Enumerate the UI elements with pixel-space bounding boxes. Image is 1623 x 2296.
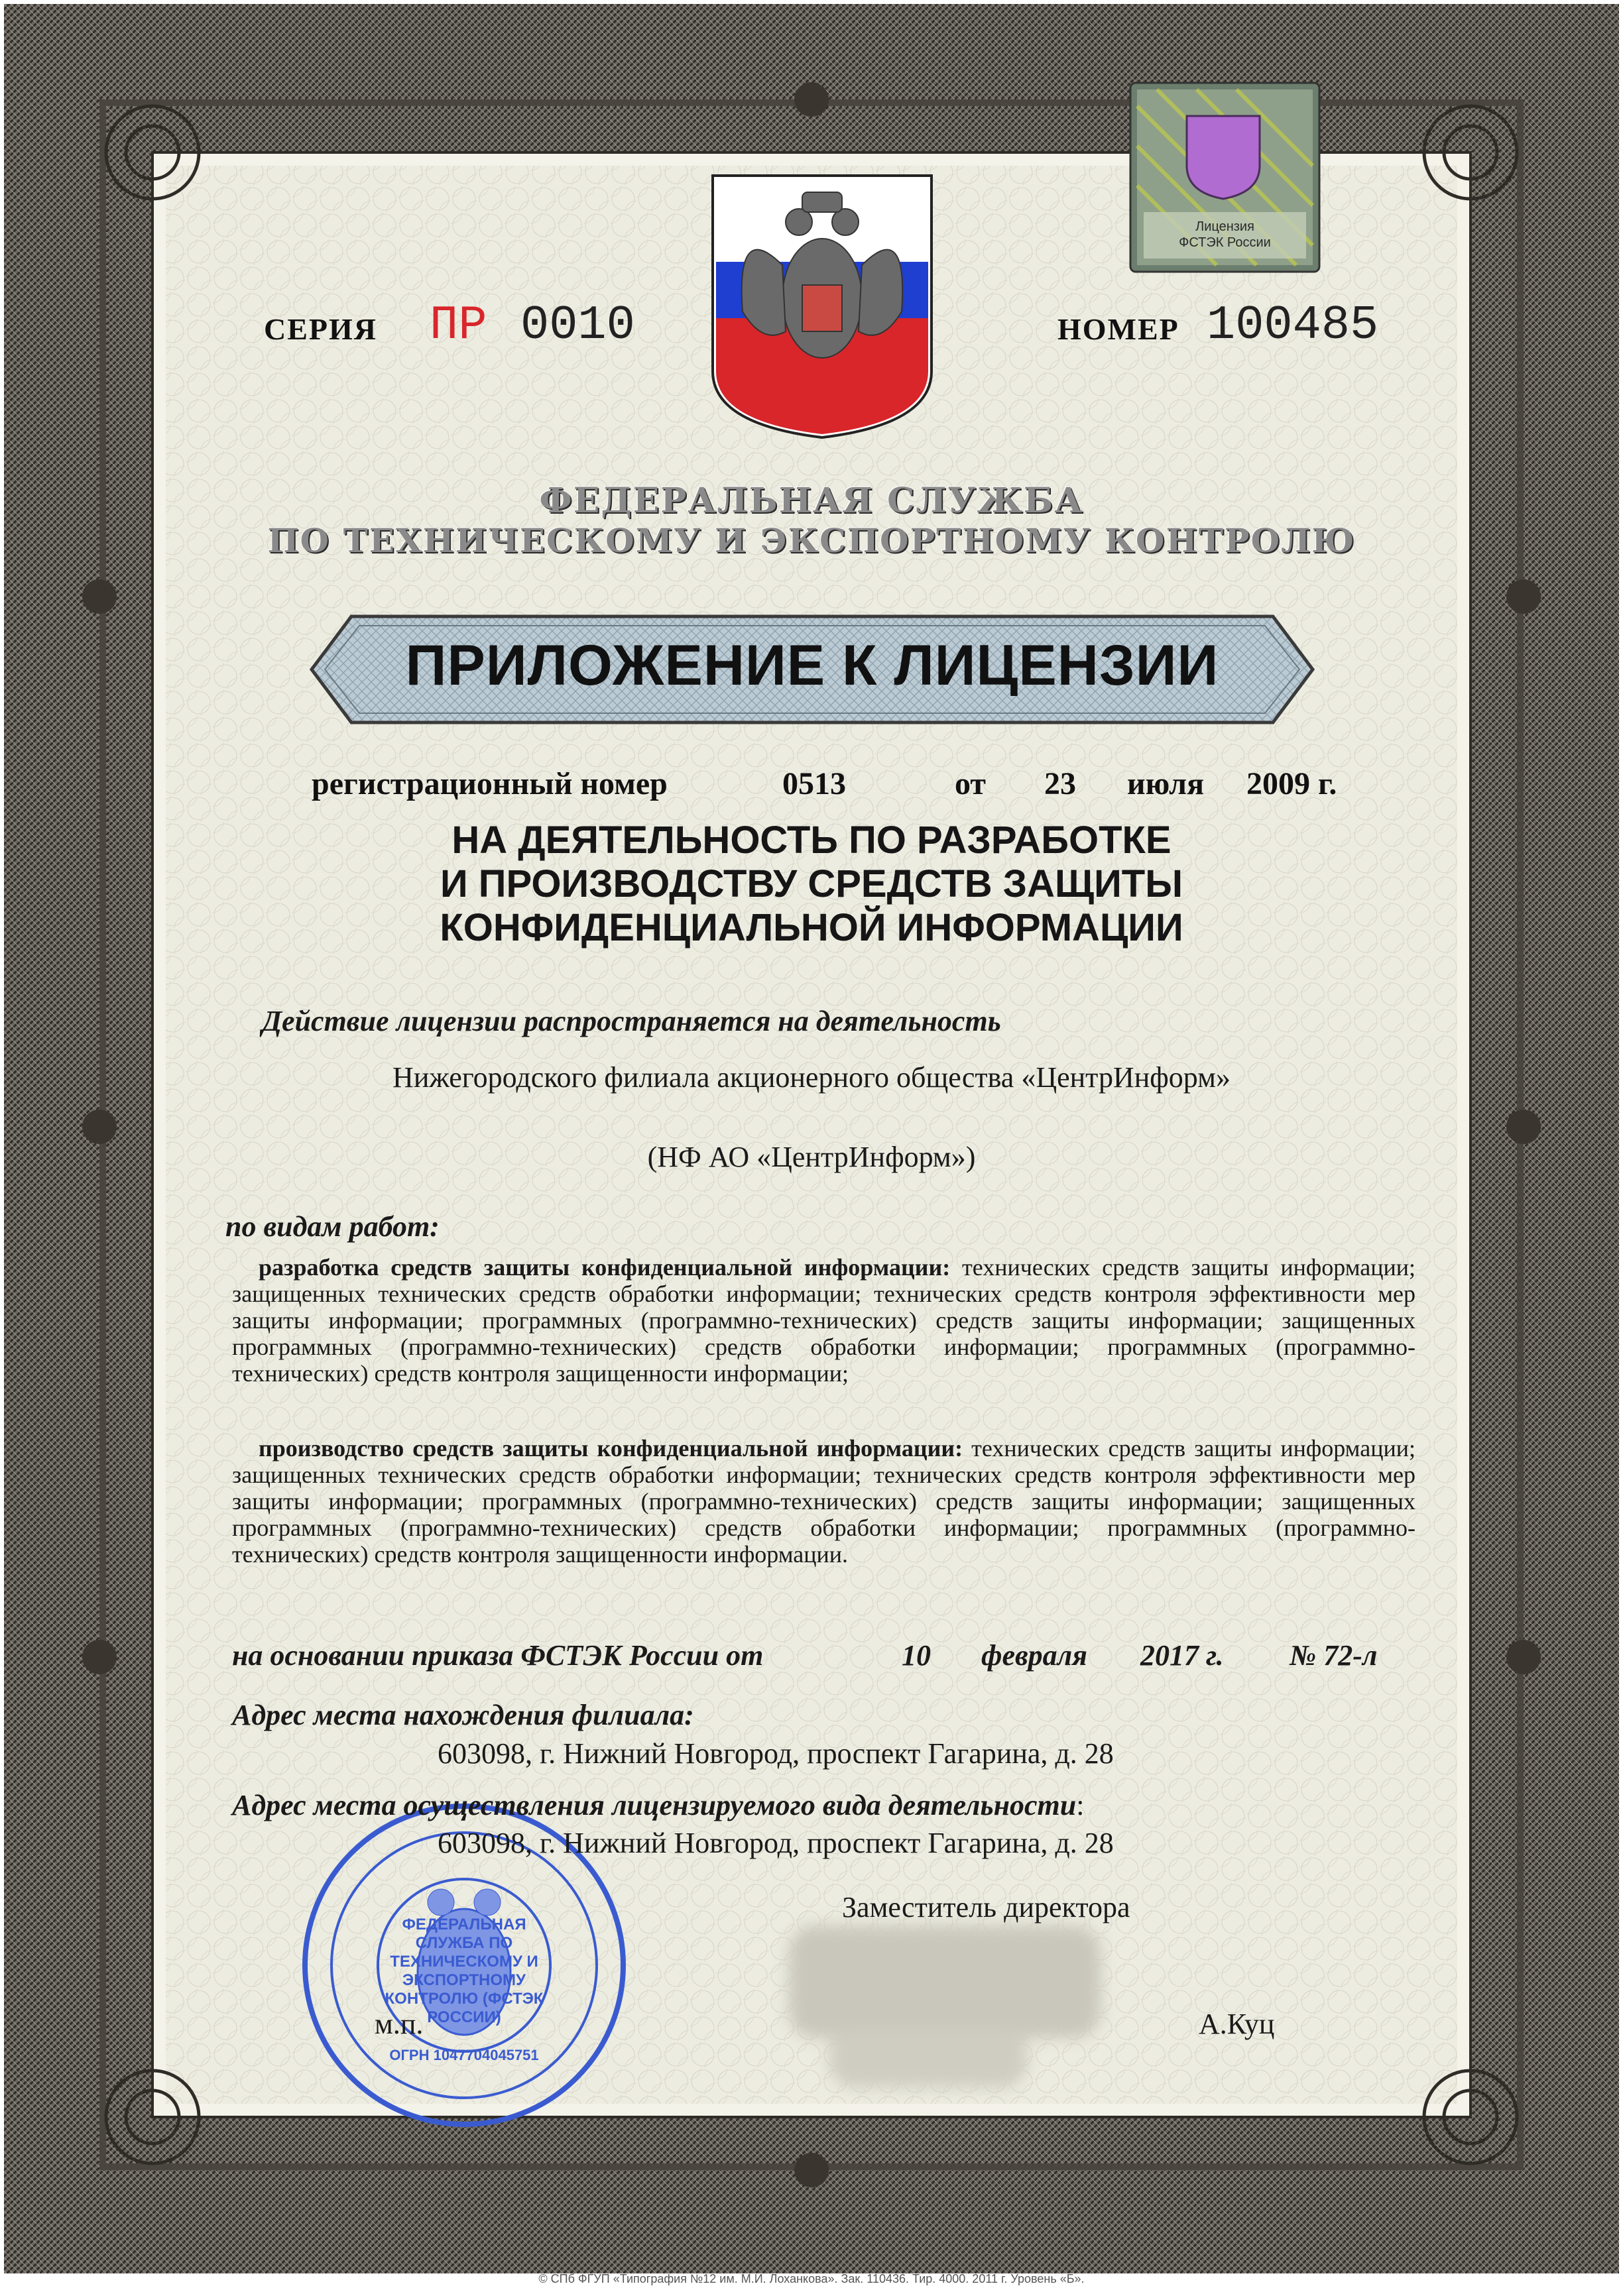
branch-address-value: 603098, г. Нижний Новгород, проспект Гагарина, д. 28 [438,1737,1114,1770]
registration-month: июля [1127,766,1205,801]
organization-full-name: Нижегородского филиала акционерного общества «ЦентрИнформ» [392,1061,1231,1094]
series-number: 0010 [520,298,635,353]
activity-address-label: Адрес места осуществления лицензируемого вида деятельности: [232,1789,1085,1821]
stamp-ring-text: ФЕДЕРАЛЬНАЯ СЛУЖБА ПО ТЕХНИЧЕСКОМУ И ЭКСПОРТНОМУ КОНТРОЛЮ (ФСТЭК РОССИИ) [385,1916,544,2026]
registration-day: 23 [1044,766,1076,801]
stamp-ogrn: ОГРН 1047704045751 [389,2047,539,2063]
printer-footer: © СПб ФГУП «Типография №12 им. М.И. Лоханкова». Зак. 110436. Тир. 4000. 2011 г. Уровень «Б». [538,2272,1085,2285]
order-day: 10 [902,1639,931,1672]
production-paragraph [232,1435,1415,1568]
development-paragraph [232,1254,1415,1387]
registration-label: регистрационный номер [312,766,668,801]
branch-address-label: Адрес места нахождения филиала: [232,1699,694,1731]
activity-title [278,819,1345,950]
series-letters: ПР [430,298,487,353]
order-number: № 72-л [1290,1639,1378,1672]
order-label: на основании приказа ФСТЭК России от [232,1639,764,1672]
activity-line-1: НА ДЕЯТЕЛЬНОСТЬ ПО РАЗРАБОТКЕ [451,819,1172,862]
scope-heading: Действие лицензии распространяется на деятельность [262,1005,1001,1037]
order-year: 2017 г. [1140,1639,1224,1672]
signatory-name: А.Куц [1199,2008,1275,2040]
production-text: технических средств защиты информации; защищенных технических средств обработки информации; технических средств контроля эффективности мер защиты информации; программных (программно-технических) средств защиты информации; защищенных программных (программно-технических) средств обработки информации; программных (программно-технических) средств контроля защищенности информации. [232,1435,1415,1568]
organization-short-name: (НФ АО «ЦентрИнформ») [647,1141,976,1173]
signatory-position: Заместитель директора [842,1891,1130,1923]
registration-from: от [955,766,986,801]
activity-line-3: КОНФИДЕНЦИАЛЬНОЙ ИНФОРМАЦИИ [440,906,1183,949]
document-title: ПРИЛОЖЕНИЕ К ЛИЦЕНЗИИ [405,634,1219,697]
development-title: разработка средств защиты конфиденциальной информации: [259,1254,951,1281]
series-label: СЕРИЯ [264,312,377,346]
agency-line-1: ФЕДЕРАЛЬНАЯ СЛУЖБА [539,481,1084,521]
hologram-caption: Лицензия ФСТЭК России [1179,219,1271,250]
works-heading: по видам работ: [225,1210,440,1243]
number-label: НОМЕР [1057,312,1179,346]
seal-place-mark: м.п. [375,2008,424,2040]
activity-line-2: И ПРОИЗВОДСТВУ СРЕДСТВ ЗАЩИТЫ [440,862,1183,905]
registration-number: 0513 [782,766,846,801]
agency-name [199,481,1424,560]
number-value: 100485 [1207,298,1379,353]
agency-line-2: ПО ТЕХНИЧЕСКОМУ И ЭКСПОРТНОМУ КОНТРОЛЮ [267,521,1356,560]
activity-address-value: 603098, г. Нижний Новгород, проспект Гагарина, д. 28 [438,1827,1114,1859]
production-title: производство средств защиты конфиденциальной информации: [259,1435,963,1462]
development-text: технических средств защиты информации; защищенных технических средств обработки информации; технических средств контроля эффективности мер защиты информации; программных (программно-технических) средств защиты информации; защищенных программных (программно-технических) средств обработки информации; программных (программно-технических) средств контроля защищенности информации; [232,1254,1416,1387]
order-month: февраля [981,1639,1087,1672]
registration-year: 2009 г. [1246,766,1337,801]
